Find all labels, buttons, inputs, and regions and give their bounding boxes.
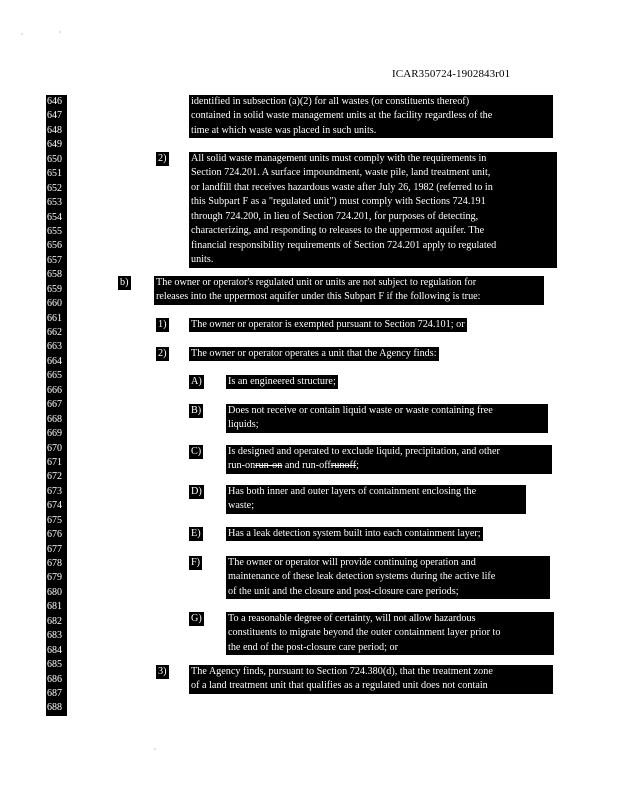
text-line: All solid waste management units must comply with the requirements in <box>191 153 487 164</box>
line-number: 686 <box>46 673 67 687</box>
text-line: The owner or operator will provide continuing operation and <box>228 557 476 568</box>
text-line: liquids; <box>228 419 259 431</box>
scan-speck <box>59 31 61 33</box>
line-number: 653 <box>46 196 67 210</box>
item-marker: D) <box>189 485 204 499</box>
line-number: 682 <box>46 615 67 629</box>
item-G-text <box>226 612 554 655</box>
line-number: 660 <box>46 297 67 311</box>
item-marker: b) <box>118 276 131 290</box>
line-number: 659 <box>46 283 67 297</box>
text-line: contained in solid waste management units at the facility regardless of the <box>191 110 493 122</box>
item-marker: 2) <box>156 152 169 166</box>
text-line: of the unit and the closure and post-closure care periods; <box>228 585 459 597</box>
item-marker: B) <box>189 404 203 418</box>
text-line: constituents to migrate beyond the outer containment layer prior to <box>228 627 501 639</box>
line-number: 651 <box>46 167 67 181</box>
line-number: 673 <box>46 485 67 499</box>
line-number: 646 <box>46 95 67 109</box>
line-number: 655 <box>46 225 67 239</box>
line-number: 669 <box>46 427 67 441</box>
text-line: To a reasonable degree of certainty, will not allow hazardous <box>228 613 476 624</box>
line-number: 648 <box>46 124 67 138</box>
text-line: Is an engineered structure; <box>228 376 336 387</box>
line-number: 680 <box>46 586 67 600</box>
paragraph-continuation <box>189 95 553 138</box>
line-number: 672 <box>46 470 67 484</box>
text-line: or landfill that receives hazardous waste after July 26, 1982 (referred to in <box>191 181 493 193</box>
item-D-text <box>226 485 526 514</box>
line-number: 657 <box>46 254 67 268</box>
text-line: Does not receive or contain liquid waste or waste containing free <box>228 405 493 416</box>
scan-speck <box>154 748 156 750</box>
line-number: 670 <box>46 442 67 456</box>
item-F-text <box>226 556 550 599</box>
text-line: of a land treatment unit that qualifies as a regulated unit does not contain <box>191 680 488 692</box>
line-number: 684 <box>46 644 67 658</box>
item-b1-text <box>189 318 467 332</box>
line-number: 663 <box>46 340 67 354</box>
line-number: 665 <box>46 369 67 383</box>
text-line: Is designed and operated to exclude liquid, precipitation, and other <box>228 446 500 457</box>
text-line: through 724.200, in lieu of Section 724.201, for purposes of detecting, <box>191 210 479 222</box>
item-marker: 1) <box>156 318 169 332</box>
line-number: 668 <box>46 413 67 427</box>
line-number: 650 <box>46 153 67 167</box>
line-number: 683 <box>46 629 67 643</box>
text-line: identified in subsection (a)(2) for all wastes (or constituents thereof) <box>191 96 470 107</box>
text-run: and run-off <box>282 460 331 472</box>
item-marker: G) <box>189 612 204 626</box>
line-number: 685 <box>46 658 67 672</box>
line-number: 652 <box>46 182 67 196</box>
line-number: 667 <box>46 398 67 412</box>
item-b-text <box>154 276 544 305</box>
line-number: 654 <box>46 211 67 225</box>
line-number: 671 <box>46 456 67 470</box>
item-C-text <box>226 445 552 474</box>
line-number: 677 <box>46 543 67 557</box>
line-number: 687 <box>46 687 67 701</box>
text-line: units. <box>191 254 214 266</box>
text-line: maintenance of these leak detection systems during the active life <box>228 571 496 583</box>
text-line: waste; <box>228 500 255 512</box>
item-E-text <box>226 527 483 541</box>
line-number: 688 <box>46 701 67 715</box>
text-run: run-on <box>228 460 256 472</box>
line-number: 679 <box>46 571 67 585</box>
line-number: 678 <box>46 557 67 571</box>
line-number: 666 <box>46 384 67 398</box>
text-line: the end of the post-closure care period; or <box>228 641 399 653</box>
text-line: time at which waste was placed in such units. <box>191 124 377 136</box>
line-number: 675 <box>46 514 67 528</box>
text-line: financial responsibility requirements of Section 724.201 apply to regulated <box>191 239 497 251</box>
text-line <box>228 459 550 473</box>
item-marker: 2) <box>156 347 169 361</box>
item-B-text <box>226 404 548 433</box>
text-line: this Subpart F as a "regulated unit") must comply with Sections 724.191 <box>191 196 486 208</box>
item-marker: 3) <box>156 665 169 679</box>
line-number: 662 <box>46 326 67 340</box>
line-number: 664 <box>46 355 67 369</box>
strikethrough-text: run-on <box>255 460 283 472</box>
text-line: The owner or operator's regulated unit or units are not subject to regulation for <box>156 277 477 288</box>
item-b3-text <box>189 665 553 694</box>
item-marker: F) <box>189 556 202 570</box>
line-number: 661 <box>46 312 67 326</box>
line-number: 681 <box>46 600 67 614</box>
text-line: The owner or operator is exempted pursuant to Section 724.101; or <box>191 319 465 330</box>
text-line: The owner or operator operates a unit that the Agency finds: <box>191 348 437 359</box>
text-run: ; <box>356 460 359 472</box>
line-number: 676 <box>46 528 67 542</box>
text-line: Has a leak detection system built into each containment layer; <box>228 528 481 539</box>
document-id: ICAR350724-1902843r01 <box>392 68 511 80</box>
item-A-text <box>226 375 338 389</box>
line-number: 658 <box>46 268 67 282</box>
strikethrough-text: runoff <box>330 460 357 472</box>
scan-speck <box>21 33 23 35</box>
item-2-text <box>189 152 557 268</box>
line-number: 647 <box>46 109 67 123</box>
text-line: Section 724.201. A surface impoundment, waste pile, land treatment unit, <box>191 167 491 179</box>
item-marker: A) <box>189 375 204 389</box>
text-line: Has both inner and outer layers of containment enclosing the <box>228 486 477 497</box>
item-marker: E) <box>189 527 203 541</box>
text-line: characterizing, and responding to releases to the uppermost aquifer. The <box>191 225 485 237</box>
line-number: 674 <box>46 499 67 513</box>
text-line: The Agency finds, pursuant to Section 724.380(d), that the treatment zone <box>191 666 493 677</box>
line-number-gutter <box>46 95 66 716</box>
item-b2-text <box>189 347 439 361</box>
line-number: 656 <box>46 239 67 253</box>
item-marker: C) <box>189 445 203 459</box>
text-line: releases into the uppermost aquifer under this Subpart F if the following is true: <box>156 291 481 303</box>
line-number: 649 <box>46 138 67 152</box>
